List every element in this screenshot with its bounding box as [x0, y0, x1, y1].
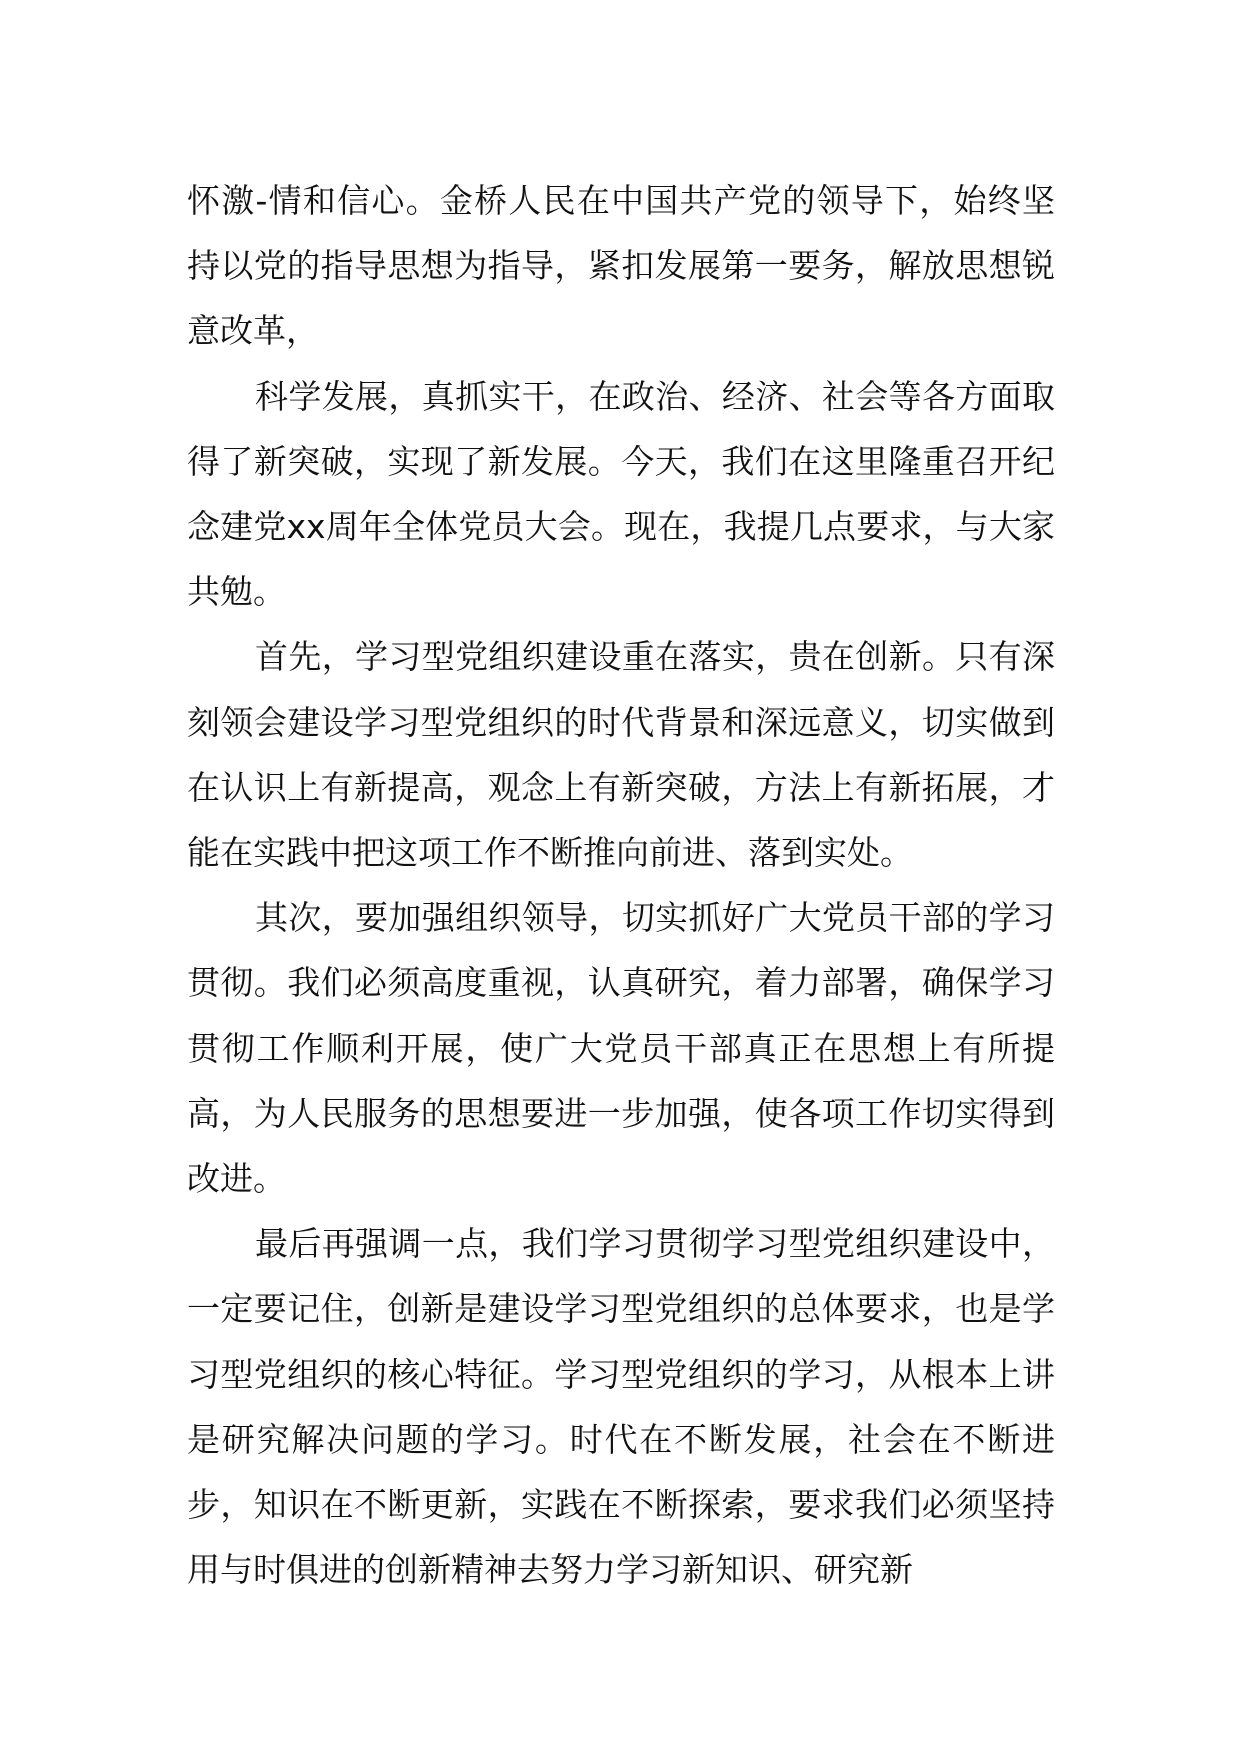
- paragraph-2: 科学发展，真抓实干，在政治、经济、社会等各方面取得了新突破，实现了新发展。今天，我们在这里隆重召开纪念建党xx周年全体党员大会。现在，我提几点要求，与大家共勉。: [187, 376, 1055, 612]
- paragraph-5: 最后再强调一点，我们学习贯彻学习型党组织建设中，一定要记住，创新是建设学习型党组织的总体要求，也是学习型党组织的核心特征。学习型党组织的学习，从根本上讲是研究解决问题的学习。时代在不断发展，社会在不断进步，知识在不断更新，实践在不断探索，要求我们必须坚持用与时俱进的创新精神去努力学习新知识、研究新: [187, 1224, 1055, 1590]
- paragraph-1: 怀激-情和信心。金桥人民在中国共产党的领导下，始终坚持以党的指导思想为指导，紧扣发展第一要务，解放思想锐意改革，: [187, 181, 1055, 351]
- paragraph-3: 首先，学习型党组织建设重在落实，贵在创新。只有深刻领会建设学习型党组织的时代背景和深远意义，切实做到在认识上有新提高，观念上有新突破，方法上有新拓展，才能在实践中把这项工作不断推向前进、落到实处。: [187, 637, 1055, 873]
- paragraph-4: 其次，要加强组织领导，切实抓好广大党员干部的学习贯彻。我们必须高度重视，认真研究，着力部署，确保学习贯彻工作顺利开展，使广大党员干部真正在思想上有所提高，为人民服务的思想要进一步加强，使各项工作切实得到改进。: [187, 898, 1055, 1199]
- document-body: [187, 168, 1055, 1602]
